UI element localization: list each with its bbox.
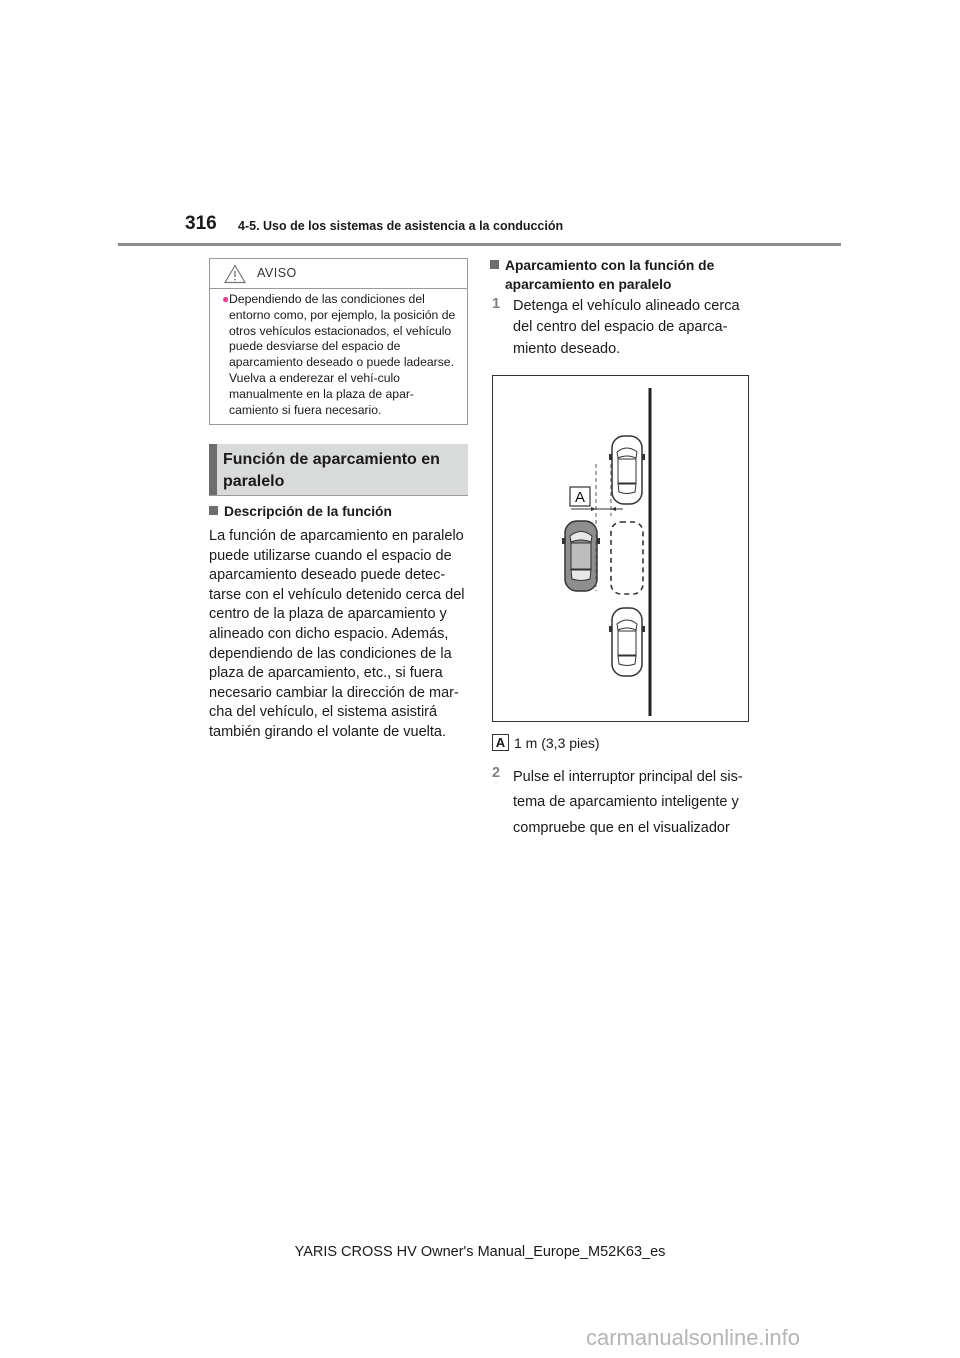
step-number: 2 bbox=[492, 765, 501, 781]
section-heading bbox=[209, 444, 468, 496]
subheading-description-text: Descripción de la función bbox=[224, 504, 392, 519]
subheading-description bbox=[209, 504, 392, 519]
section-title: Función de aparcamiento en paralelo bbox=[223, 451, 440, 490]
warning-box bbox=[209, 258, 468, 425]
subheading-procedure bbox=[490, 257, 750, 294]
caption-label: A bbox=[492, 734, 509, 751]
parking-diagram bbox=[492, 375, 749, 722]
target-parking-space bbox=[611, 522, 643, 594]
description-body: La función de aparcamiento en paralelo puede utilizarse cuando el espacio de aparcamiento deseado puede detec-tarse con el vehículo detenido cerca del centro de la plaza de aparcamiento y alineado con dicho espacio. Además, dependiendo de las condiciones de la plaza de aparcamiento, etc., si fuera necesario cambiar la dirección de mar-cha del vehículo, el sistema asistirá también girando el volante de vuelta. bbox=[209, 528, 465, 740]
step-text: Pulse el interruptor principal del sis-tema de aparcamiento inteligente y compruebe que en el visualizador bbox=[513, 769, 743, 836]
watermark: carmanualsonline.info bbox=[586, 1325, 801, 1350]
label-a: A bbox=[574, 489, 586, 506]
step-text: Detenga el vehículo alineado cerca del centro del espacio de aparca-miento deseado. bbox=[513, 298, 740, 357]
warning-title: AVISO bbox=[257, 266, 297, 280]
warning-triangle-icon bbox=[224, 264, 246, 284]
parked-car-front bbox=[609, 436, 645, 504]
page-number: 316 bbox=[185, 213, 217, 234]
ego-vehicle bbox=[562, 521, 600, 591]
section-heading-bar bbox=[209, 444, 217, 495]
caption-text: 1 m (3,3 pies) bbox=[514, 735, 600, 751]
subheading-procedure-text: Aparcamiento con la función de aparcamiento en paralelo bbox=[505, 258, 715, 292]
header-divider bbox=[118, 243, 841, 246]
square-marker-icon bbox=[209, 506, 218, 515]
chapter-title: 4-5. Uso de los sistemas de asistencia a la conducción bbox=[238, 219, 564, 233]
parking-diagram-svg bbox=[493, 376, 750, 723]
step-number: 1 bbox=[492, 296, 501, 312]
bullet-dot-icon: ● bbox=[222, 292, 230, 306]
warning-text: Dependiendo de las condiciones del entorno como, por ejemplo, la posición de otros vehículos estacionados, el vehículo puede desviarse del espacio de aparcamiento deseado o puede ladearse. Vuelva a enderezar el vehí-culo manualmente en la plaza de apar-camiento si fuera necesario. bbox=[229, 292, 456, 417]
warning-header bbox=[210, 259, 467, 289]
footer-text: YARIS CROSS HV Owner's Manual_Europe_M52K63_es bbox=[294, 1244, 666, 1260]
square-marker-icon bbox=[490, 260, 499, 269]
parked-car-rear bbox=[609, 608, 645, 676]
